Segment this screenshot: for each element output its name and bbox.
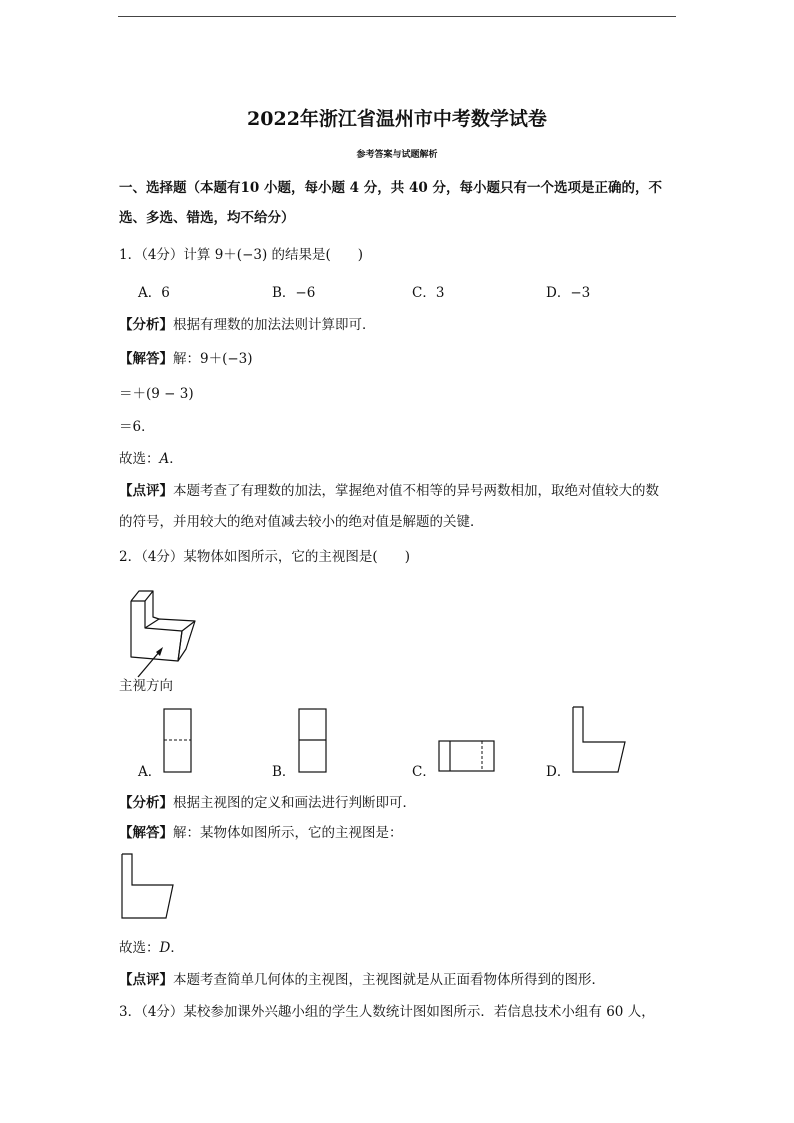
page-title: 2022年浙江省温州市中考数学试卷 (247, 108, 547, 130)
q1-analysis-text: 根据有理数的加法法则计算即可． (173, 317, 376, 333)
q1-comment-line2: 的符号，并用较大的绝对值减去较小的绝对值是解题的关键． (119, 514, 484, 530)
section-heading-line2: 选、多选、错选，均不给分） (119, 210, 295, 226)
q1-choice-letter: A (159, 451, 170, 467)
q1-answer-text: 解：9＋(−3) (173, 351, 253, 367)
q2-choice-suffix: ． (170, 940, 184, 956)
q2-answer (119, 821, 403, 841)
q2-analysis-tag: 【分析】 (119, 795, 173, 811)
section-heading-line1: 一、选择题（本题有10 小题，每小题 4 分，共 40 分，每小题只有一个选项是正确的，不 (119, 180, 662, 196)
header-rule (118, 16, 676, 17)
q1-comment-text1: 本题考查了有理数的加法，掌握绝对值不相等的异号两数相加，取绝对值较大的数 (173, 483, 659, 499)
q3-stem: 3．（4分）某校参加课外兴趣小组的学生人数统计图如图所示．若信息技术小组有 60 人， (119, 1004, 655, 1020)
q2-choice (119, 936, 184, 956)
q1-stem: 1．（4分）计算 9＋(−3) 的结果是( ) (119, 247, 364, 263)
q2-comment-text: 本题考查简单几何体的主视图，主视图就是从正面看物体所得到的图形． (173, 972, 605, 988)
q1-step1: ＝＋(9 − 3) (119, 386, 194, 402)
q2-answer-tag: 【解答】 (119, 825, 173, 841)
q2-option-a: A． (138, 764, 162, 780)
q2-answer-text: 解：某物体如图所示，它的主视图是： (173, 825, 403, 841)
q2-choice-prefix: 故选： (119, 940, 160, 956)
q1-comment-line1 (119, 479, 659, 499)
page-subtitle: 参考答案与试题解析 (356, 150, 438, 160)
q2-comment-tag: 【点评】 (119, 972, 173, 988)
q1-analysis-tag: 【分析】 (119, 317, 173, 333)
q2-option-a-figure (163, 708, 193, 774)
q1-option-b: B．−6 (272, 285, 316, 301)
q1-option-a: A．6 (138, 285, 170, 301)
q2-analysis (119, 791, 416, 811)
q2-figure-caption: 主视方向 (119, 678, 173, 694)
q2-option-c-figure (438, 740, 496, 774)
q2-option-c: C． (412, 764, 436, 780)
q1-choice-suffix: ． (169, 451, 183, 467)
q1-analysis (119, 313, 376, 333)
q1-answer (119, 347, 253, 367)
q1-step2: ＝6． (119, 419, 155, 435)
q1-answer-tag: 【解答】 (119, 351, 173, 367)
q1-comment-tag: 【点评】 (119, 483, 173, 499)
q2-option-d: D． (546, 764, 571, 780)
q2-stem: 2．（4分）某物体如图所示，它的主视图是( ) (119, 549, 410, 565)
q2-analysis-text: 根据主视图的定义和画法进行判断即可． (173, 795, 416, 811)
q1-choice (119, 447, 183, 467)
q1-choice-prefix: 故选： (119, 451, 160, 467)
q1-option-c: C．3 (412, 285, 445, 301)
q1-option-d: D．−3 (546, 285, 591, 301)
q2-comment (119, 968, 605, 988)
q2-option-d-figure (571, 705, 629, 775)
q2-option-b-figure (298, 708, 328, 774)
q2-option-b: B． (272, 764, 296, 780)
q2-choice-letter: D (159, 940, 171, 956)
q2-answer-figure (120, 852, 178, 922)
